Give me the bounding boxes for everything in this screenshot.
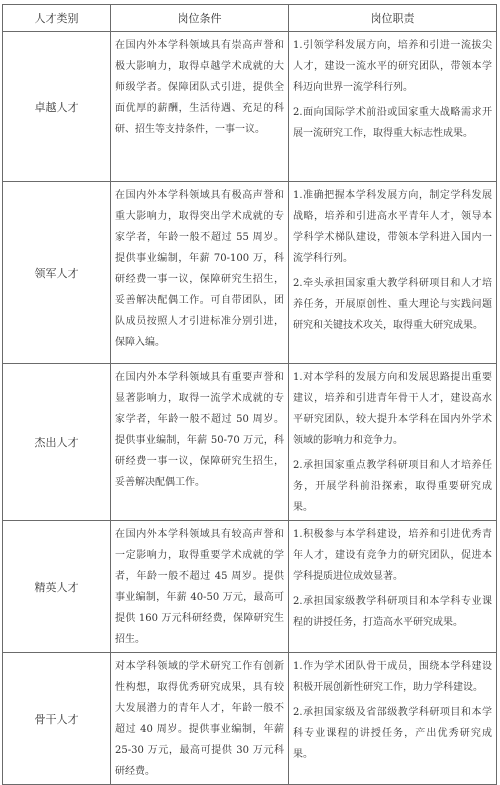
duty-item: 1.积极参与本学科建设，培养和引进优秀青年人才，建设有竞争力的研究团队，促进本学科提质进位成效显著。 [293, 529, 492, 582]
duty-item: 1.准确把握本学科发展方向，制定学科发展战略，培养和引进高水平青年人才，领导本学科学术梯队建设，带领本学科进入国内一流学科行列。 [293, 190, 492, 264]
duty-cell [289, 653, 497, 785]
condition-cell: 在国内外本学科领域具有重要声誉和显著影响力，取得一流学术成就的专家学者，年龄一般不超过 50 周岁。提供事业编制，年薪 50-70 万元，科研经费一事一议，保障研究生招生，妥善解决配偶工作。 [111, 364, 289, 521]
table-header-row [3, 5, 497, 32]
header-duty: 岗位职责 [289, 5, 497, 32]
duty-item: 1.对本学科的发展方向和发展思路提出重要建议，培养和引进青年骨干人才，建设高水平研究团队，较大提升本学科在国内外学术领域的影响力和竞争力。 [293, 372, 492, 446]
category-cell: 杰出人才 [3, 364, 111, 521]
header-category: 人才类别 [3, 5, 111, 32]
category-cell: 骨干人才 [3, 653, 111, 785]
duty-cell [289, 182, 497, 364]
talent-positions-table [2, 4, 497, 785]
duty-item: 1.引领学科发展方向，培养和引进一流拔尖人才，建设一流水平的研究团队，带领本学科迈向世界一流学科行列。 [293, 40, 492, 93]
duty-item: 1.作为学术团队骨干成员，围绕本学科建设积极开展创新性研究工作，助力学科建设。 [293, 661, 492, 693]
category-cell: 领军人才 [3, 182, 111, 364]
duty-item: 2.承担国家级及省部级教学科研项目和本学科专业课程的讲授任务，产出优秀研究成果。 [293, 707, 492, 760]
category-cell: 卓越人才 [3, 32, 111, 182]
category-cell: 精英人才 [3, 521, 111, 653]
duty-item: 2.牵头承担国家重大教学科研项目和人才培养任务，开展原创性、重大理论与实践问题研究和关键技术攻关，取得重大研究成果。 [293, 278, 492, 331]
condition-cell: 在国内外本学科领域具有崇高声誉和极大影响力，取得卓越学术成就的大师级学者。保障团队式引进，提供全面优厚的薪酬，生活待遇、充足的科研、招生等支持条件，一事一议。 [111, 32, 289, 182]
duty-cell [289, 364, 497, 521]
table-row [3, 32, 497, 182]
table-row [3, 364, 497, 521]
duty-cell [289, 32, 497, 182]
duty-item: 2.承担国家重点教学科研项目和人才培养任务，开展学科前沿探索，取得重要研究成果。 [293, 460, 492, 513]
header-condition: 岗位条件 [111, 5, 289, 32]
table-row [3, 653, 497, 785]
condition-cell: 在国内外本学科领域具有较高声誉和一定影响力，取得重要学术成就的学者，年龄一般不超过 45 周岁。提供事业编制，年薪 40-50 万元，最高可提供 160 万元科研经费，保障研究生招生。 [111, 521, 289, 653]
condition-cell: 对本学科领域的学术研究工作有创新性构想，取得优秀研究成果，具有较大发展潜力的青年人才，年龄一般不超过 40 周岁。提供事业编制，年薪 25-30 万元，最高可提供 30 万元科研经费。 [111, 653, 289, 785]
duty-cell [289, 521, 497, 653]
duty-item: 2.面向国际学术前沿或国家重大战略需求开展一流研究工作，取得重大标志性成果。 [293, 107, 492, 139]
condition-cell: 在国内外本学科领域具有极高声誉和重大影响力，取得突出学术成就的专家学者，年龄一般不超过 55 周岁。提供事业编制，年薪 70-100 万，科研经费一事一议，保障研究生招生，妥善解决配偶工作。可自带团队，团队成员按照人才引进标准分别引进，保障入编。 [111, 182, 289, 364]
table-row [3, 182, 497, 364]
table-row [3, 521, 497, 653]
duty-item: 2.承担国家级教学科研项目和本学科专业课程的讲授任务，打造高水平研究成果。 [293, 596, 492, 628]
